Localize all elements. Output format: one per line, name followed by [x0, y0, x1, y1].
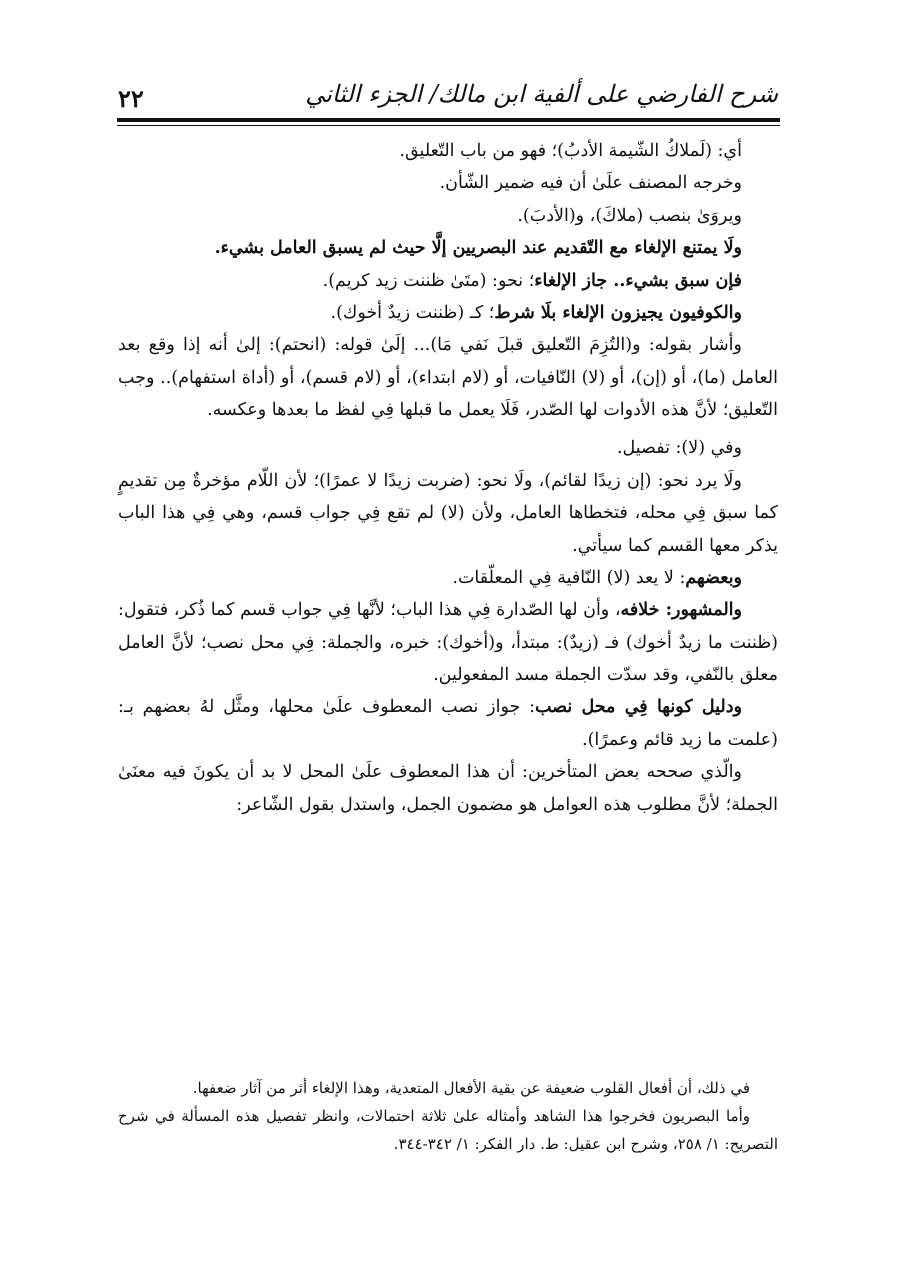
- footnote: وأما البصريون فخرجوا هذا الشاهد وأمثاله علىٰ ثلاثة احتمالات، وانظر تفصيل هذه المسألة في شرح التصريح: ١/ ٢٥٨، وشرح ابن عقيل: ط. دار الفكر: ١/ ٣٤٢-٣٤٤.: [118, 1106, 778, 1153]
- page-number: ٢٢: [118, 84, 144, 113]
- paragraph: وفي (لا): تفصيل.: [616, 438, 742, 459]
- paragraph: والمشهور: خلافه، وأن لها الصّدارة فِي هذا الباب؛ لأنَّها فِي جواب قسم كما ذُكر، فتقول: (ظننت ما زيدٌ أخوك) فـ (زيدٌ): مبتدأ، و(أخوك): خبره، والجملة: فِي محل نصب؛ لأنَّ العامل معلق بالنّفي، وقد سدّت الجملة مسد المفعولين.: [118, 600, 778, 685]
- header-rule-thin: [117, 125, 780, 126]
- paragraph: ولَا يمتنع الإلغاء مع التّقديم عند البصريين إلَّا حيث لم يسبق العامل بشيء.: [214, 238, 742, 259]
- footnote: في ذلك، أن أفعال القلوب ضعيفة عن بقية الأفعال المتعدية، وهذا الإلغاء أثر من آثار ضعفها.: [192, 1079, 750, 1097]
- paragraph: والكوفيون يجيزون الإلغاء بلَا شرط؛ كـ (ظننت زيدٌ أخوك).: [330, 302, 742, 323]
- paragraph: ولَا يرد نحو: (إن زيدًا لقائم)، ولَا نحو: (ضربت زيدًا لا عمرًا)؛ لأن اللّام مؤخرةٌ مِن تقديمٍ كما سبق فِي محله، فتخطاها العامل، ولأن (لا) لم تقع فِي جواب قسم، وهي فِي هذا الباب يذكر معها القسم كما سيأتي.: [118, 470, 778, 556]
- body-text: [118, 135, 778, 821]
- paragraph: ودليل كونها فِي محل نصب: جواز نصب المعطوف علَىٰ محلها، ومثَّل لهُ بعضهم بـ: (علمت ما زيد قائم وعمرًا).: [118, 697, 778, 750]
- paragraph: أي: (لَملاكُ الشّيمة الأدبُ)؛ فهو من باب التّعليق.: [399, 141, 742, 161]
- paragraph: فإن سبق بشيء.. جاز الإلغاء؛ نحو: (متَىٰ ظننت زيد كريم).: [322, 270, 742, 291]
- footnotes: [118, 1075, 778, 1158]
- header-rule-thick: [117, 118, 780, 122]
- paragraph: ويروَىٰ بنصب (ملاكَ)، و(الأدبَ).: [517, 205, 742, 226]
- paragraph: وخرجه المصنف علَىٰ أن فيه ضمير الشّأن.: [439, 173, 742, 194]
- footnote-separator: [538, 1064, 778, 1065]
- running-title: شرح الفارضي على ألفية ابن مالك/ الجزء الثاني: [305, 80, 778, 108]
- paragraph: وبعضهم: لا يعد (لا) النّافية فِي المعلّقات.: [452, 567, 742, 588]
- paragraph: والّذي صححه بعض المتأخرين: أن هذا المعطوف علَىٰ المحل لا بد أن يكونَ فيه معنَىٰ الجملة؛ لأنَّ مطلوب هذه العوامل هو مضمون الجمل، واستدل بقول الشّاعر:: [118, 762, 778, 815]
- paragraph: وأشار بقوله: و(التُزِمَ التّعليق قبلَ نَفي مَا)... إلَىٰ قوله: (انحتم): إلىٰ أنه إذا وقع بعد العامل (ما)، أو (إن)، أو (لا) النّافيات، أو (لام ابتداء)، أو (لام قسم)، أو (أداة استفهام).. وجب التّعليق؛ لأنَّ هذه الأدوات لها الصّدر، فَلَا يعمل ما قبلها فِي لفظ ما بعدها وعكسه.: [118, 335, 778, 420]
